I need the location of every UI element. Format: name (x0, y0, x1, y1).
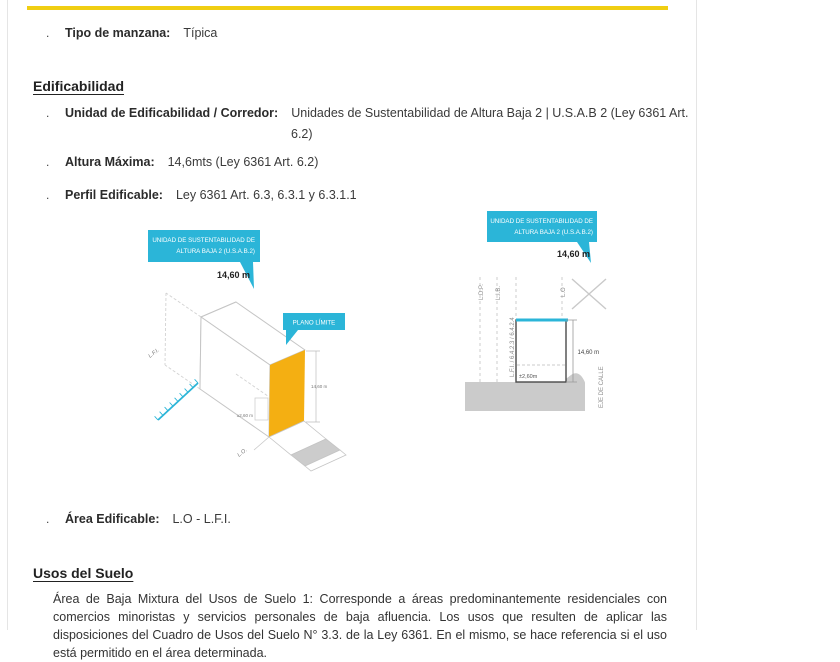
usab-text-line1: UNIDAD DE SUSTENTABILIDAD DE (490, 218, 593, 225)
bullet-tipo-de-manzana (46, 26, 217, 40)
perfil-label: Perfil Edificable: (65, 188, 163, 202)
perfil-value: Ley 6361 Art. 6.3, 6.3.1 y 6.3.1.1 (175, 188, 357, 202)
callout-box (148, 230, 260, 262)
eje-de-calle-label: EJE DE CALLE (599, 366, 605, 408)
yellow-divider-bar (27, 6, 668, 10)
bullet-dot: . (46, 512, 50, 526)
unidad-label: Unidad de Edificabilidad / Corredor: (65, 106, 279, 120)
tipo-manzana-value: Típica (183, 26, 218, 40)
bullet-dot: . (46, 26, 50, 40)
unidad-value-line1: Unidades de Sustentabilidad de Altura Baja 2 | U.S.A.B 2 (Ley 6361 Art. (291, 106, 689, 120)
callout-box (487, 211, 597, 242)
bullet-unidad-edificabilidad (46, 106, 688, 120)
page-left-border (7, 0, 8, 630)
axon-lo-label: L.O. (236, 447, 249, 459)
bullet-altura-maxima (46, 155, 318, 169)
axon-dim-height-label: 14,60 m (311, 384, 328, 389)
section-pb-label: ±2,60m (519, 374, 538, 380)
tipo-manzana-label: Tipo de manzana: (65, 26, 171, 40)
page-right-border (696, 0, 697, 630)
axon-pb-label: ±2,60 m (236, 413, 253, 418)
area-edificable-value: L.O - L.F.I. (172, 512, 231, 526)
bullet-dot: . (46, 155, 50, 169)
usos-paragraph: Área de Baja Mixtura del Usos de Suelo 1: Corresponde a áreas predominantemente residenciales con comercios minoristas y servicios personales de baja afluencia. Los usos que resulten de aplicar las disposiciones del Cuadro de Usos del Suelo N° 3.3. de la Ley 6361. En el mismo, se hace referencia si el uso está permitido en el área determinada. (53, 592, 667, 660)
axon-lfi-label: L.F.I. (147, 347, 161, 360)
crossed-axes-icon (572, 279, 606, 309)
building-section (516, 320, 566, 382)
area-edificable-label: Área Edificable: (65, 512, 160, 526)
section-title-usos-del-suelo: Usos del Suelo (33, 565, 134, 581)
street-hatch-line (155, 379, 198, 420)
usab-text-line1: UNIDAD DE SUSTENTABILIDAD DE (152, 237, 255, 244)
lfi-label: L.F.I. / 6.4.2.3 / 6.4.2.4 (510, 317, 516, 377)
bullet-dot: . (46, 106, 50, 120)
section-profile-diagram (460, 205, 640, 420)
unidad-value-line2: 6.2) (291, 127, 313, 141)
usab-callout (487, 211, 597, 263)
lo-tick (254, 437, 269, 450)
bullet-dot: . (46, 188, 50, 202)
lib-label: L.I.B. (496, 285, 502, 300)
bullet-perfil-edificable (46, 188, 357, 202)
altura-label: Altura Máxima: (65, 155, 155, 169)
section-height-value: 14,60 m (556, 249, 590, 259)
plano-limite-callout (283, 313, 345, 345)
axonometric-envelope-diagram (140, 225, 355, 480)
axon-height-value: 14,60 m (216, 270, 250, 280)
section-title-edificabilidad: Edificabilidad (33, 78, 125, 94)
usab-text-line2: ALTURA BAJA 2 (U.S.A.B.2) (514, 229, 593, 236)
bullet-area-edificable (46, 512, 231, 526)
ldp-label: L.D.P. (479, 284, 485, 300)
hidden-edge-dashes (165, 293, 201, 389)
section-dimension-line (566, 320, 577, 382)
lo-label: L.O (561, 287, 567, 297)
usab-callout (148, 230, 260, 289)
plano-limite-text: PLANO LÍMITE (292, 319, 336, 327)
section-dim-height-label: 14,60 m (577, 350, 600, 356)
altura-value: 14,6mts (Ley 6361 Art. 6.2) (167, 155, 319, 169)
usab-text-line2: ALTURA BAJA 2 (U.S.A.B.2) (176, 248, 255, 255)
